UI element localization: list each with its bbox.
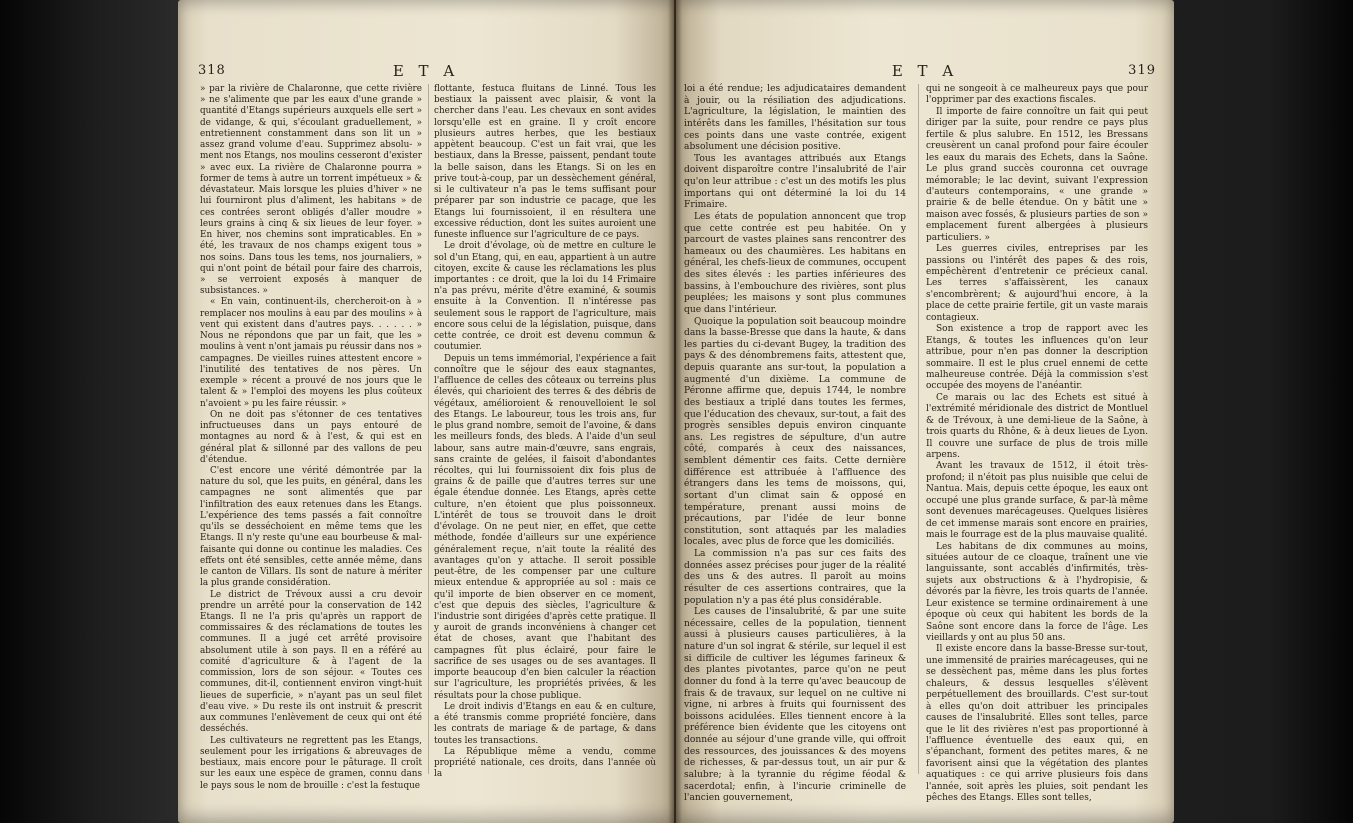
paragraph: Les états de population annoncent que trop que cette contrée est peu habitée. On y parcourt de vastes plaines sans rencontrer des hameaux ou des chaumières. Les habitans en général, les chefs-lieux de communes, occupent des sites élevés : les parties inférieures des bassins, à l'embouchure des rivières, sont plus peuplées; les maisons y sont plus communes que dans l'intérieur. [684, 211, 906, 315]
right-running-head [676, 62, 1174, 82]
paragraph: Les habitans de dix communes au moins, situées autour de ce cloaque, traînent une vie languissante, sont accablés d'infirmités, très-sujets aux obstructions & à l'hydropisie, & dévorés par la fièvre, les trois quarts de l'année. Leur existence se termine ordinairement à une époque où ceux qui habitent les bords de la Saône sont encore dans la force de l'âge. Les vieillards y ont au plus 50 ans. [926, 541, 1148, 643]
right-head-title: E T A [891, 62, 959, 80]
paragraph: La République même a vendu, comme propriété nationale, ces droits, dans l'année où la [434, 746, 656, 780]
paragraph: flottante, festuca fluitans de Linné. Tous les bestiaux la paissent avec plaisir, & vont la chercher dans l'eau. Les chevaux en sont avides lorsqu'elle est en graine. Il y croît encore plusieurs autres herbes, que les bestiaux appètent beaucoup. C'est un fait vrai, que les bestiaux, dans la Bresse, paissent, pendant toute la belle saison, dans les Etangs. Si on les en prive tout-à-coup, par un dessèchement général, si le cultivateur n'a pas le tems suffisant pour préparer par son industrie ce pacage, que les Etangs lui fournissoient, il en résultera une excessive réduction, dont les suites auroient une funeste influence sur l'agriculture de ce pays. [434, 84, 656, 241]
paragraph: loi a été rendue; les adjudicataires demandent à jouir, ou la résiliation des adjudications. L'agriculture, la législation, le maintien des intérêts dans les familles, l'hésitation sur tous ces points dans une vaste contrée, exigent absolument une décision positive. [684, 84, 906, 153]
left-column-2 [434, 84, 656, 781]
paragraph: Avant les travaux de 1512, il étoit très-profond; il n'étoit pas plus nuisible que celui de Nantua. Mais, depuis cette époque, les eaux ont occupé une plus grande surface, & par-là même sont devenues marécageuses. Quelques lisières de cet immense marais sont encore en prairies, mais le fourrage est de la plus mauvaise qualité. [926, 461, 1148, 541]
paragraph: Son existence a trop de rapport avec les Etangs, & toutes les influences qu'on leur attribue, pour n'en pas donner la description sommaire. Il est le plus cruel ennemi de cette malheureuse contrée. Déjà la commission s'est occupée des moyens de l'anéantir. [926, 324, 1148, 392]
left-column-1 [200, 84, 422, 792]
paragraph: Ce marais ou lac des Echets est situé à l'extrémité méridionale des district de Montluel & de Trévoux, à une demi-lieue de la Saône, à trois quarts du Rhône, & à deux lieues de Lyon. Il couvre une surface de plus de trois mille arpens. [926, 392, 1148, 460]
paragraph: Le droit d'évolage, où de mettre en culture le sol d'un Etang, qui, en eau, appartient à un autre citoyen, excite & cause les réclamations les plus importantes : ce droit, que la loi du 14 Frimaire n'a pas prévu, mérite d'être examiné, & soumis ensuite à la Convention. Il n'intéresse pas seulement sous le rapport de l'agriculture, mais encore sous celui de la législation, puisque, dans cette contrée, ce droit est devenu commun & coutumier. [434, 241, 656, 353]
paragraph: C'est encore une vérité démontrée par la nature du sol, que les puits, en général, dans les campagnes ne sont alimentés que par l'infiltration des eaux retenues dans les Etangs. L'expérience des tems passés a fait connoître qu'ils se desséchoient en même tems que les Etangs. Il n'y reste qu'une eau bourbeuse & mal-faisante qui donne ou continue les maladies. Ces effets ont été sensibles, cette année même, dans le canton de Villars. Ils sont de nature à mériter la plus grande considération. [200, 465, 422, 589]
right-page-number: 319 [1128, 63, 1156, 78]
paragraph: Les cultivateurs ne regrettent pas les Etangs, seulement pour les irrigations & abreuvages de bestiaux, mais encore pour le pâturage. Il croît sur les eaux une espèce de gramen, connu dans le pays sous le nom de brouille : c'est la festuque [200, 735, 422, 791]
paragraph: Depuis un tems immémorial, l'expérience a fait connoître que le séjour des eaux stagnantes, l'affluence de celles des côteaux ou terreins plus élevés, qui charioient des terres & des débris de végétaux, amélioroient & renouvelloient le sol des Etangs. Le laboureur, tous les trois ans, fur le plus grand nombre, semoit de l'avoine, & dans les meilleurs fonds, des bleds. A l'aide d'un seul labour, sans autre main-d'œuvre, sans engrais, sans crainte de gelées, il faisoit d'abondantes récoltes, qui lui fournissoient dix fois plus de grains & de paille que d'autres terres sur une égale étendue donnée. Les Etangs, après cette culture, n'en étoient que plus poissonneux. L'intérêt de tous se trouvoit dans le droit d'évolage. On ne peut nier, en effet, que cette méthode, fondée d'ailleurs sur une expérience généralement reçue, n'ait toute la réalité des avantages qu'on y attache. Il seroit possible peut-être, de les compenser par une culture mieux entendue & appropriée au sol : mais ce qu'il importe de bien observer en ce moment, c'est que depuis des siècles, l'agriculture & l'industrie sont dirigées d'après cette pratique. Il y auroit de grands inconvéniens à changer cet état de choses, avant que l'habitant des campagnes fût plus éclairé, pour faire le sacrifice de ses usages ou de ses avantages. Il importe beaucoup d'en bien calculer la réaction sur l'agriculture, les propriétés privées, & les résultats pour la chose publique. [434, 353, 656, 701]
paragraph: La commission n'a pas sur ces faits des données assez précises pour juger de la réalité des uns & des autres. Il paroît au moins résulter de ces assertions contraires, que la population n'y a pas été plus considérable. [684, 549, 906, 606]
paragraph: » par la rivière de Chalaronne, que cette rivière » ne s'alimente que par les eaux d'une grande » quantité d'Etangs supérieurs auxquels elle sert » de vidange, & qui, s'écoulant graduellement, » entretiennent constamment dans son lit un » assez grand volume d'eau. Supprimez absolu- » ment nos Etangs, nos moulins cesseront d'exister » avec eux. La rivière de Chalaronne pourra » former de tems à autre un torrent impétueux » & dévastateur. Mais lorsque les pluies d'hiver » ne lui fourniront plus d'aliment, les habitans » de ces contrées seront obligés d'aller moudre » leurs grains à cinq & six lieues de leur foyer. » En hiver, nos chemins sont impraticables. En » été, les travaux de nos champs exigent tous » nos soins. Dans tous les tems, nos journaliers, » qui n'ont point de bétail pour faire des charrois, » se verroient exposés à manquer de subsistances. » [200, 84, 422, 297]
right-page [676, 0, 1174, 823]
left-head-title: E T A [392, 62, 460, 80]
paragraph: Il existe encore dans la basse-Bresse sur-tout, une immensité de prairies marécageuses, qui ne se dessèchent pas, même dans les plus fortes chaleurs, & dessus lesquelles s'élèvent perpétuellement des brouillards. C'est sur-tout à elles qu'on doit attribuer les principales causes de l'insalubrité. Elles sont telles, parce que le lit des rivières n'est pas proportionné à l'affluence éventuelle des eaux qui, en s'épanchant, forment des petites mares, & ne favorisent ainsi que la végétation des plantes aquatiques : ce qui arrive plusieurs fois dans l'année, soit après les pluies, soit pendant les pêches des Etangs. Elles sont telles, [926, 644, 1148, 804]
paragraph: qui ne songeoit à ce malheureux pays que pour l'opprimer par des exactions fiscales. [926, 84, 1148, 106]
book-gutter [668, 0, 682, 823]
left-page-number: 318 [198, 63, 226, 78]
paragraph: Il importe de faire connoître un fait qui peut diriger par la suite, pour rendre ce pays plus fertile & plus salubre. En 1512, les Bressans creusèrent un canal profond pour faire écouler les eaux du marais des Echets, dans la Saône. Le plus grand succès couronna cet ouvrage mémorable; le lac devint, suivant l'expression d'auteurs contemporains, « une grande » prairie & de belle étendue. On y bâtit une » maison avec fossés, & plusieurs parties de son » emplacement furent albergées à plusieurs particuliers. » [926, 106, 1148, 243]
paragraph: Le droit indivis d'Etangs en eau & en culture, a été transmis comme propriété foncière, dans les contrats de mariage & de partage, & dans toutes les transactions. [434, 701, 656, 746]
column-rule [918, 84, 919, 774]
right-column-2 [926, 84, 1148, 805]
paragraph: Les guerres civiles, entreprises par les passions ou l'intérêt des papes & des rois, empêchèrent d'entretenir ce précieux canal. Les terres s'affaissèrent, les canaux s'encombrèrent; & aujourd'hui encore, à la place de cette prairie fertile, git un vaste marais contagieux. [926, 244, 1148, 323]
column-rule [428, 84, 429, 774]
paragraph: Le district de Trévoux aussi a cru devoir prendre un arrêté pour la conservation de 142 Etangs. Il ne l'a pris qu'après un rapport de commissaires & des réclamations de toutes les communes. Il a jugé cet arrêté provisoire absolument utile à son pays. Il en a référé au comité d'agriculture & à l'agent de la commission, lors de son séjour. « Toutes ces communes, dit-il, contiennent environ vingt-huit lieues de superficie, » n'ayant pas un seul filet d'eau vive. » Du reste ils ont instruit & prescrit aux communes l'enlèvement de ceux qui ont été desséchés. [200, 589, 422, 735]
left-page [178, 0, 674, 823]
paragraph: « En vain, continuent-ils, chercheroit-on à » remplacer nos moulins à eau par des moulins » à vent qui existent dans d'autres pays. . . . . . » Nous ne répondons que par un fait, que les » moulins à vent n'ont jamais pu réussir dans nos » campagnes. De vieilles ruines attestent encore » l'inutilité des tentatives de nos pères. Un exemple » récent a prouvé de nos jours que le talent & » l'emploi des moyens les plus coûteux n'avoient » pu les faire réussir. » [200, 297, 422, 409]
paragraph: Tous les avantages attribués aux Etangs doivent disparoître contre l'insalubrité de l'air qu'on leur attribue : c'est un des motifs les plus importans qui ont déterminé la loi du 14 Frimaire. [684, 153, 906, 211]
paragraph: Quoique la population soit beaucoup moindre dans la basse-Bresse que dans la haute, & dans les parties du ci-devant Bugey, la tradition des pays & des dénombremens faits, attestent que, depuis quarante ans sur-tout, la population a augmenté d'un dixième. La commune de Péronne affirme que, depuis 1744, le nombre des bestiaux a triplé dans toutes les fermes, que l'éducation des chevaux, sur-tout, a fait des progrès sensibles depuis environ cinquante ans. Les registres de sépulture, d'un autre côté, comparés à ceux des naissances, semblent démentir ces faits. Cette dernière différence est attribuée à l'affluence des étrangers dans les tems de moissons, qui, sortant d'un climat sain & opposé en température, prenant aussi moins de précautions, par l'idée de leur bonne constitution, sont attaqués par les maladies locales, avec plus de force que les domiciliés. [684, 316, 906, 548]
paragraph: On ne doit pas s'étonner de ces tentatives infructueuses dans un pays entouré de montagnes au nord & à l'est, & qui est en général plat & sillonné par des vallons de peu d'étendue. [200, 409, 422, 465]
left-running-head [178, 62, 674, 82]
paragraph: Les causes de l'insalubrité, & par une suite nécessaire, celles de la population, tiennent aussi à plusieurs causes particulières, à la nature d'un sol ingrat & stérile, sur lequel il est si difficile de cultiver les légumes farineux & des plantes pivotantes, parce qu'on ne peut donner du fond à la terre qu'avec beaucoup de frais & de travaux, sur lequel on ne cultive ni vigne, ni arbres à fruits qui fournissent des boissons acidulées. Elles tiennent encore à la préférence bien évidente que les citoyens ont donnée au séjour d'une grande ville, qui offroit des ressources, des jouissances & des moyens de richesses, & par-dessus tout, un air pur & salubre; à la tyrannie du régime féodal & sacerdotal; enfin, à l'incurie criminelle de l'ancien gouvernement, [684, 607, 906, 804]
right-column-1 [684, 84, 906, 805]
